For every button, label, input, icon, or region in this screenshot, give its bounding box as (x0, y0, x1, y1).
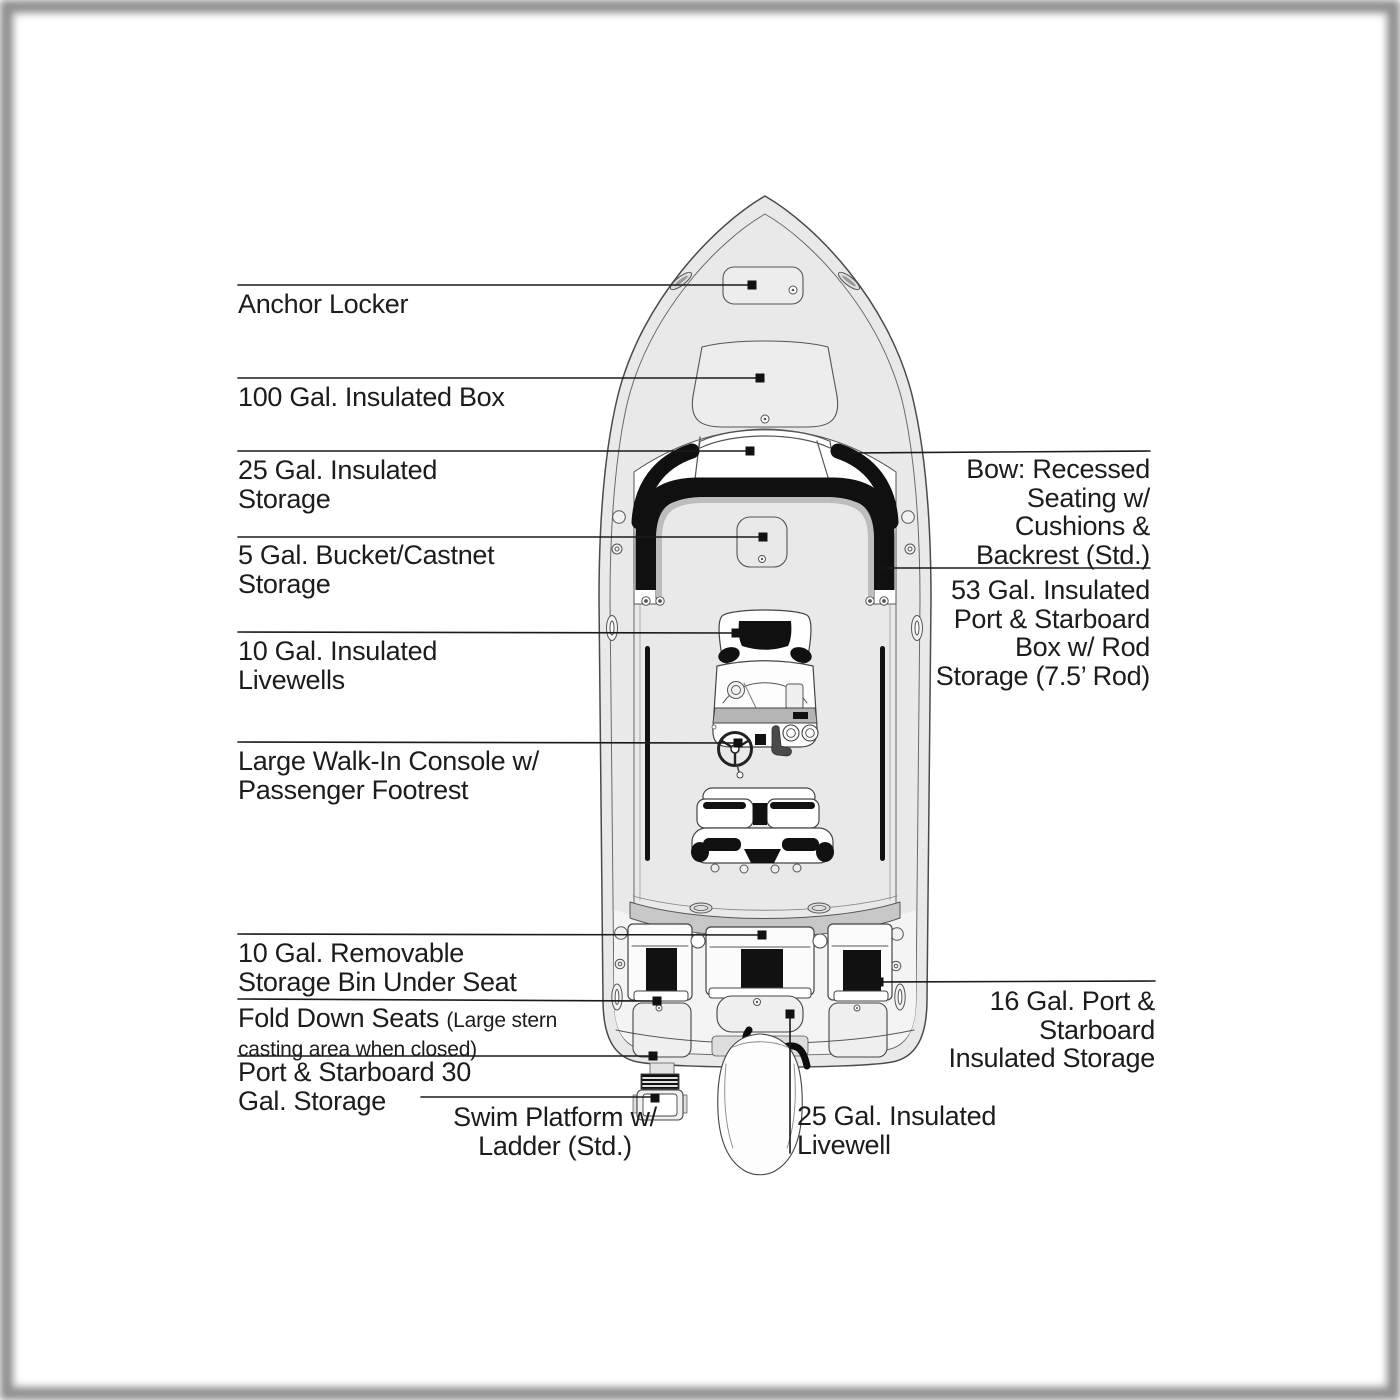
callout-fold-down-seats (238, 1004, 590, 1061)
leaning-post-seat (691, 788, 834, 873)
helm-seat (716, 610, 814, 668)
leader-fold-down-seats (238, 999, 656, 1001)
callout-bucket-castnet-5: 5 Gal. Bucket/Castnet Storage (238, 540, 495, 599)
callout-port-starboard-16: 16 Gal. Port & Starboard Insulated Storage (948, 986, 1155, 1074)
callout-storage-30: Port & Starboard 30 Gal. Storage (238, 1057, 471, 1116)
callout-insulated-box-53: 53 Gal. Insulated Port & Starboard Box w/ Rod Storage (7.5’ Rod) (935, 575, 1150, 691)
bucket-castnet-hatch (737, 517, 787, 567)
leader-port-starboard-16 (879, 981, 1155, 982)
leader-removable-bin-10 (238, 934, 762, 935)
fold-down-seat-starboard (828, 924, 892, 1001)
stern-storage-hatch-port (633, 1003, 691, 1057)
leader-insulated-livewells-10 (238, 632, 736, 633)
callout-insulated-storage-25: 25 Gal. Insulated Storage (238, 455, 438, 514)
callout-fold-down-seats-main: Fold Down Seats (238, 1003, 440, 1033)
callout-swim-platform: Swim Platform w/ Ladder (Std.) (453, 1102, 657, 1161)
callout-fold-down-seats-note: (Large stern casting area when closed) (238, 1009, 558, 1061)
insulated-box-hatch (692, 341, 837, 427)
stern-storage-hatch-starboard (829, 1003, 887, 1057)
callout-walk-in-console: Large Walk-In Console w/ Passenger Footrest (238, 746, 539, 805)
callout-insulated-livewell-25: 25 Gal. Insulated Livewell (797, 1101, 997, 1160)
callout-insulated-livewells-10: 10 Gal. Insulated Livewells (238, 636, 438, 695)
leader-walk-in-console (238, 742, 738, 743)
callout-removable-bin-10: 10 Gal. Removable Storage Bin Under Seat (238, 938, 517, 997)
callout-insulated-box-100: 100 Gal. Insulated Box (238, 382, 505, 412)
callout-bow-recessed-seating: Bow: Recessed Seating w/ Cushions & Backrest (Std.) (966, 454, 1150, 570)
callout-anchor-locker: Anchor Locker (238, 289, 409, 319)
